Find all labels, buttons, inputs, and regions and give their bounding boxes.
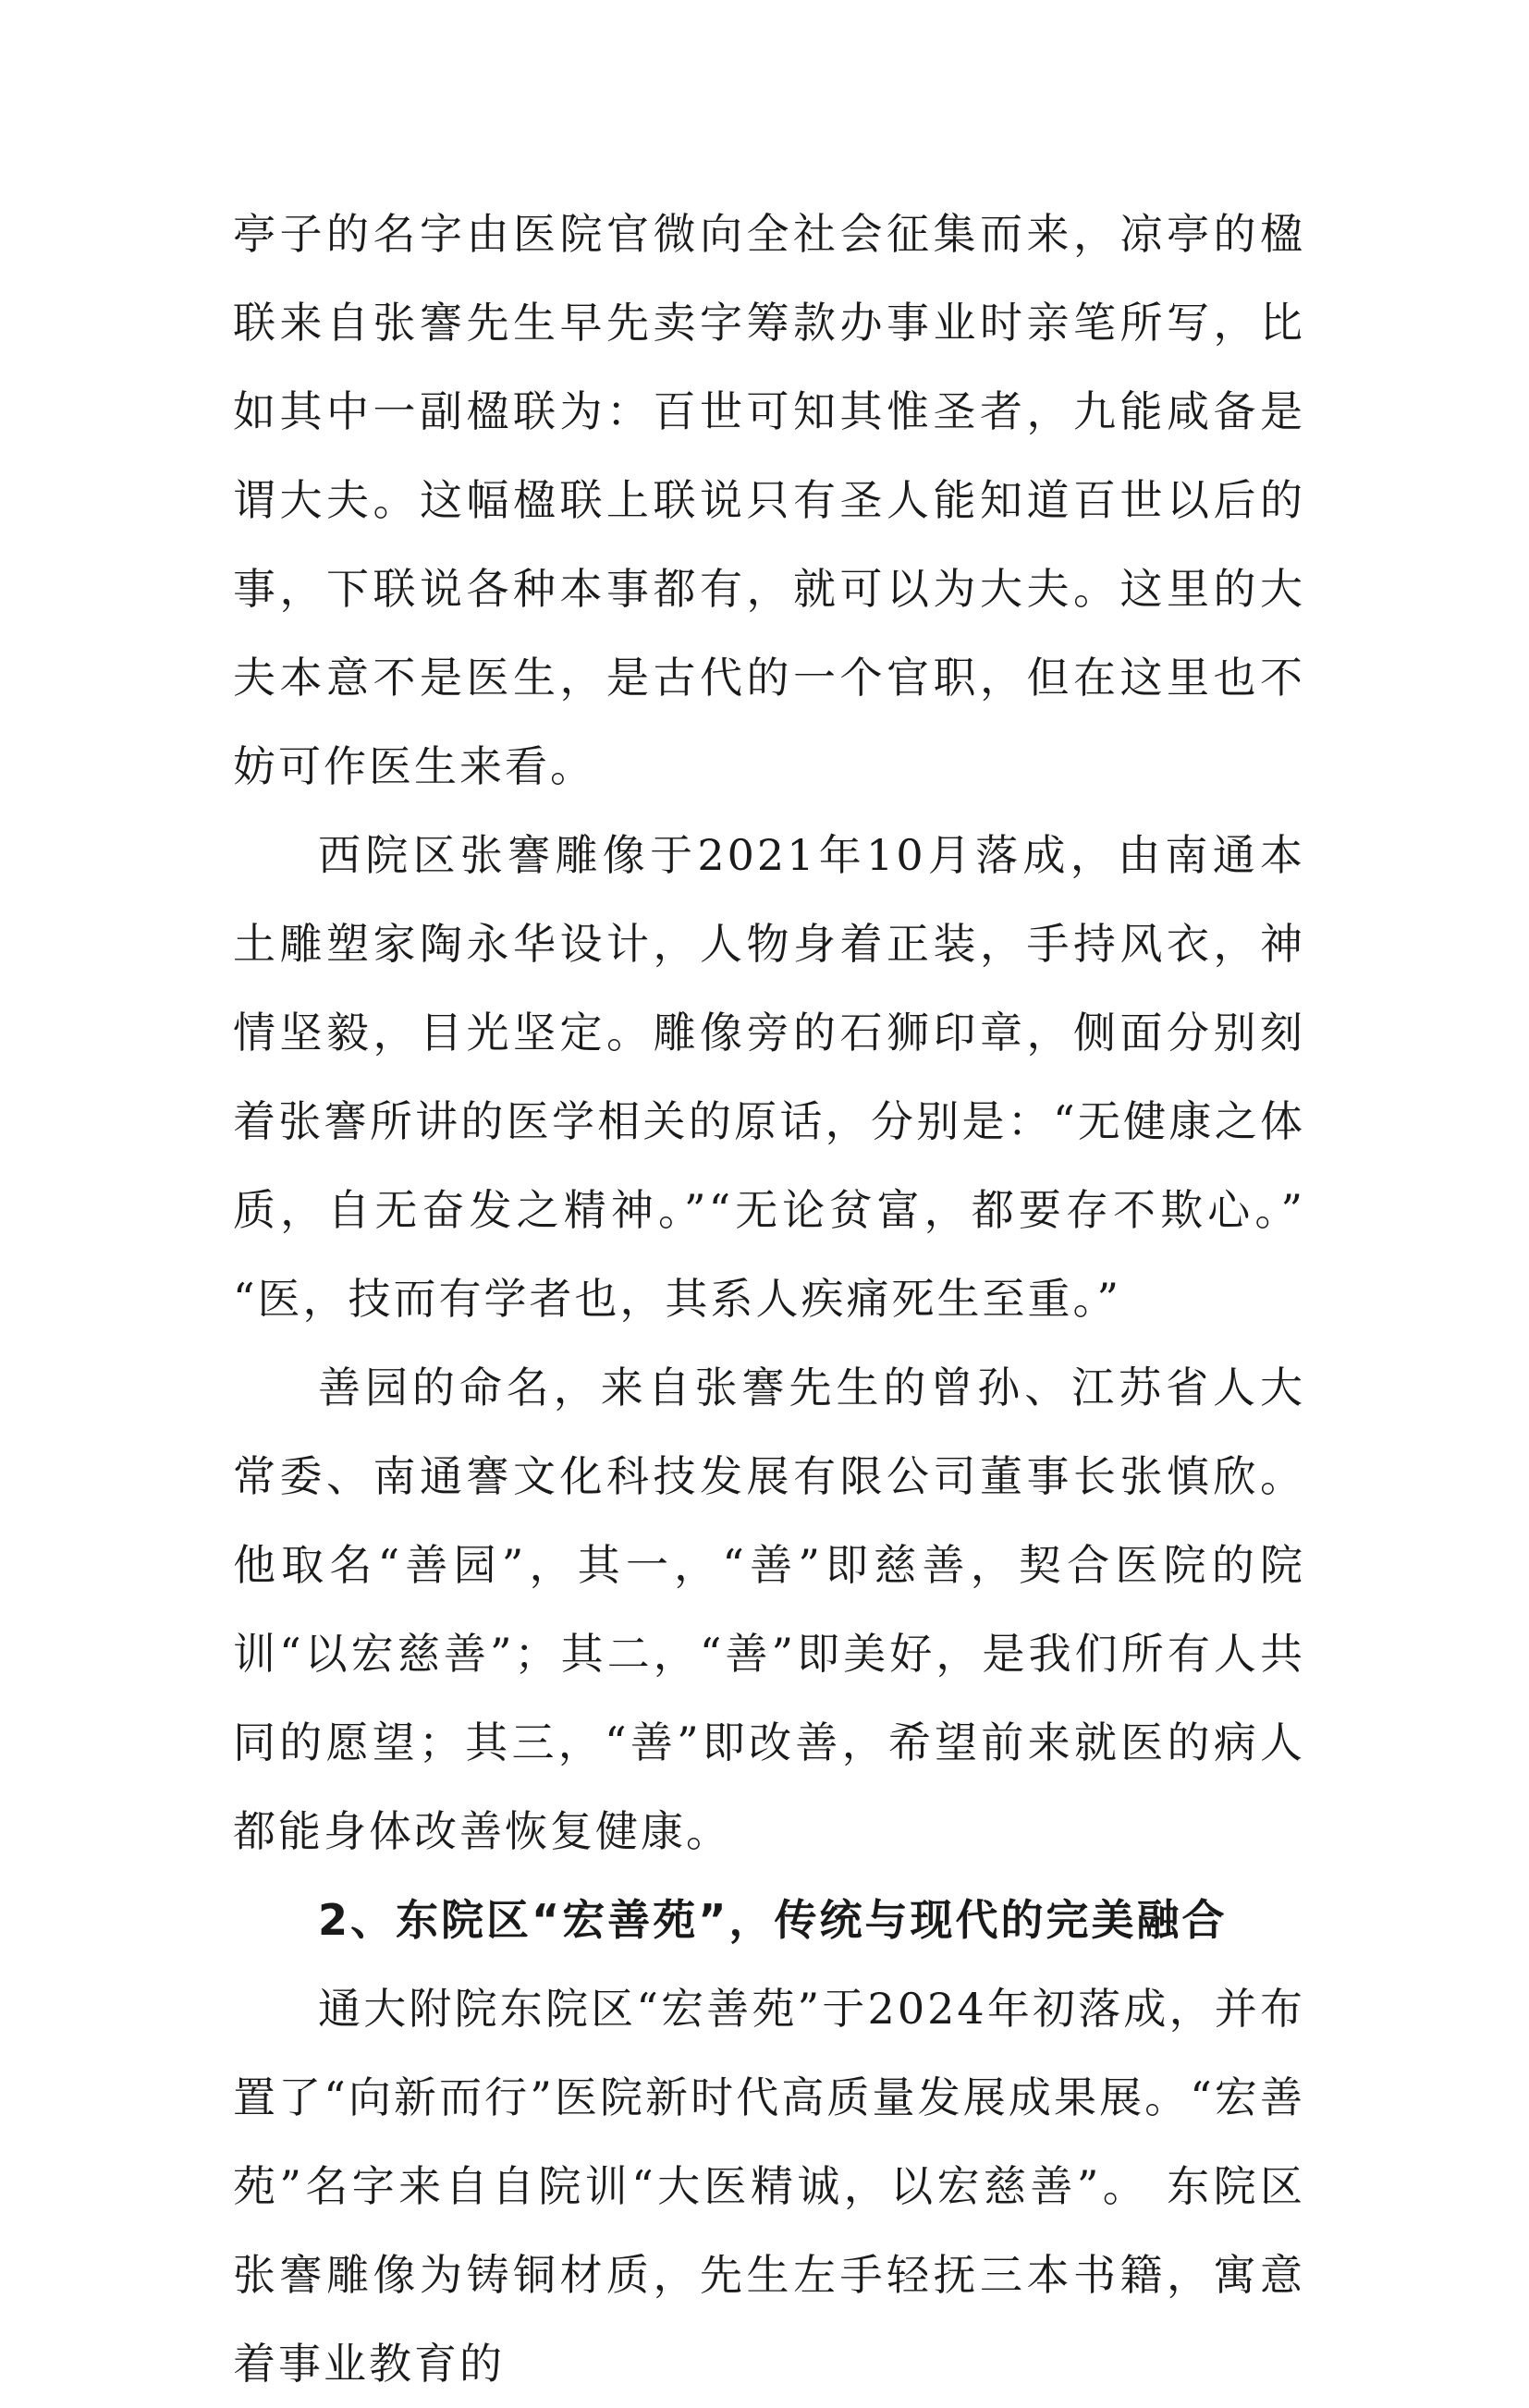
document-body xyxy=(233,189,1305,2408)
paragraph-east-campus-hongshanyuan: 通大附院东院区“宏善苑”于2024年初落成，并布置了“向新而行”医院新时代高质量发展成果展。“宏善苑”名字来自自院训“大医精诚，以宏慈善”。 东院区张謇雕像为铸铜材质，先生左手轻抚三本书籍，寓意着事业教育的 xyxy=(233,1984,1305,2389)
paragraph-shan-garden-naming: 善园的命名，来自张謇先生的曾孙、江苏省人大常委、南通謇文化科技发展有限公司董事长张慎欣。他取名“善园”，其一，“善”即慈善，契合医院的院训“以宏慈善”；其二，“善”即美好，是我们所有人共同的愿望；其三，“善”即改善，希望前来就医的病人都能身体改善恢复健康。 xyxy=(233,1363,1305,1856)
paragraph-pavilion-couplet: 亭子的名字由医院官微向全社会征集而来，凉亭的楹联来自张謇先生早先卖字筹款办事业时亲笔所写，比如其中一副楹联为：百世可知其惟圣者，九能咸备是谓大夫。这幅楹联上联说只有圣人能知道百世以后的事，下联说各种本事都有，就可以为大夫。这里的大夫本意不是医生，是古代的一个官职，但在这里也不妨可作医生来看。 xyxy=(233,209,1305,791)
section-heading-east-campus: 2、东院区“宏善苑”，传统与现代的完美融合 xyxy=(318,1895,1228,1945)
paragraph-west-campus-statue: 西院区张謇雕像于2021年10月落成，由南通本土雕塑家陶永华设计，人物身着正装，手持风衣，神情坚毅，目光坚定。雕像旁的石狮印章，侧面分别刻着张謇所讲的医学相关的原话，分别是：“无健康之体质，自无奋发之精神。”“无论贫富，都要存不欺心。” “医，技而有学者也，其系人疾痛死生至重。” xyxy=(233,830,1305,1324)
